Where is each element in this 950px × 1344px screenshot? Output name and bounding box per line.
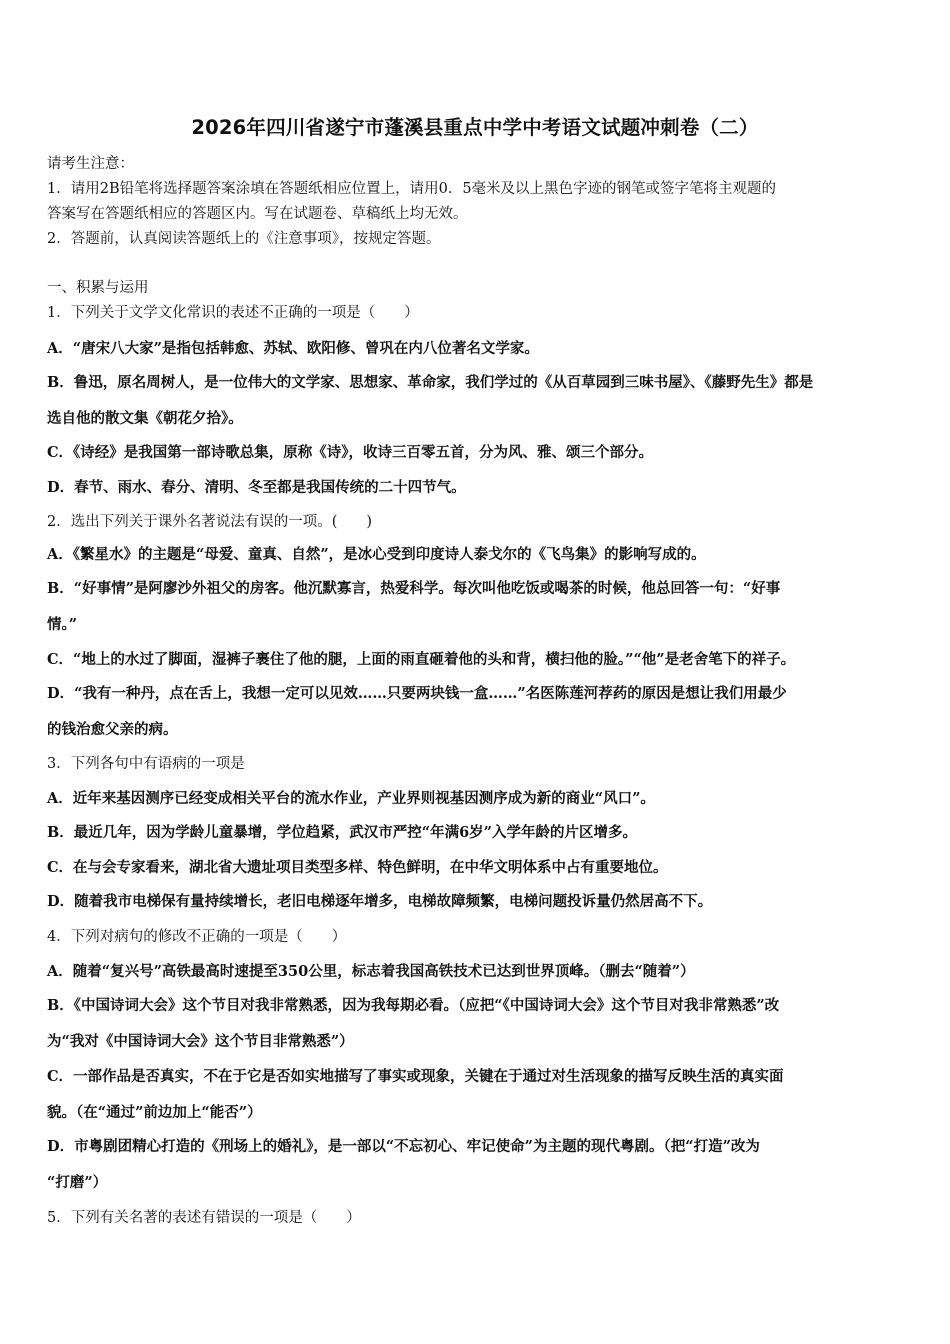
notice-heading: 请考生注意： <box>47 156 134 172</box>
question-2-option-c: C．“地上的水过了脚面，湿裤子裹住了他的腿，上面的雨直砸着他的头和背，横扫他的脸。”“他”是老舍笔下的祥子。 <box>47 651 796 668</box>
question-1-option-a: A．“唐宋八大家”是指包括韩愈、苏轼、欧阳修、曾巩在内八位著名文学家。 <box>47 340 539 357</box>
notice-item-1-line-2: 答案写在答题纸相应的答题区内。写在试题卷、草稿纸上均无效。 <box>47 206 468 222</box>
question-1-stem: 1．下列关于文学文化常识的表述不正确的一项是（ ） <box>47 305 419 321</box>
question-2-option-b-line-1: B．“好事情”是阿廖沙外祖父的房客。他沉默寡言，热爱科学。每次叫他吃饭或喝茶的时候，他总回答一句：“好事 <box>47 580 781 597</box>
question-3-stem: 3．下列各句中有语病的一项是 <box>47 756 245 772</box>
question-3-option-b: B．最近几年，因为学龄儿童暴增，学位趋紧，武汉市严控“年满6岁”入学年龄的片区增多。 <box>47 824 638 841</box>
page-title: 2026年四川省遂宁市蓬溪县重点中学中考语文试题冲刺卷（二） <box>191 116 759 139</box>
notice-item-2: 2．答题前，认真阅读答题纸上的《注意事项》，按规定答题。 <box>47 231 441 247</box>
question-4-option-c-line-2: 貌。（在“通过”前边加上“能否”） <box>47 1104 262 1121</box>
question-4-option-d-line-1: D．市粤剧团精心打造的《刑场上的婚礼》，是一部以“不忘初心、牢记使命”为主题的现代粤剧。（把“打造”改为 <box>47 1138 760 1155</box>
question-2-option-a: A．《繁星水》的主题是“母爱、童真、自然”，是冰心受到印度诗人泰戈尔的《飞鸟集》的影响写成的。 <box>47 546 706 563</box>
question-4-option-b-line-1: B．《中国诗词大会》这个节目对我非常熟悉，因为我每期必看。（应把“《中国诗词大会》这个节目对我非常熟悉”改 <box>47 997 780 1014</box>
question-1-option-d: D．春节、雨水、春分、清明、冬至都是我国传统的二十四节气。 <box>47 479 466 496</box>
question-2-option-d-line-1: D．“我有一种丹，点在舌上，我想一定可以见效……只要两块钱一盒……”名医陈莲河荐药的原因是想让我们用最少 <box>47 685 787 702</box>
question-2-option-b-line-2: 情。” <box>47 616 78 633</box>
question-5-stem: 5．下列有关名著的表述有错误的一项是（ ） <box>47 1210 361 1226</box>
question-3-option-c: C．在与会专家看来，湖北省大遗址项目类型多样、特色鲜明，在中华文明体系中占有重要地位。 <box>47 859 668 876</box>
question-2-option-d-line-2: 的钱治愈父亲的病。 <box>47 721 178 738</box>
question-1-option-b-line-2: 选自他的散文集《朝花夕拾》。 <box>47 410 243 427</box>
question-1-option-c: C．《诗经》是我国第一部诗歌总集，原称《诗》，收诗三百零五首，分为风、雅、颂三个部分。 <box>47 444 654 461</box>
question-4-option-a: A．随着“复兴号”高铁最高时速提至350公里，标志着我国高铁技术已达到世界顶峰。（删去“随着”） <box>47 963 695 980</box>
question-2-stem: 2．选出下列关于课外名著说法有误的一项。( ) <box>47 514 373 530</box>
question-4-option-b-line-2: 为“我对《中国诗词大会》这个节目非常熟悉”） <box>47 1033 354 1050</box>
question-3-option-d: D．随着我市电梯保有量持续增长，老旧电梯逐年增多，电梯故障频繁，电梯问题投诉量仍然居高不下。 <box>47 893 713 910</box>
question-3-option-a: A．近年来基因测序已经变成相关平台的流水作业，产业界则视基因测序成为新的商业“风口”。 <box>47 790 655 807</box>
question-4-stem: 4．下列对病句的修改不正确的一项是（ ） <box>47 929 347 945</box>
question-4-option-c-line-1: C．一部作品是否真实，不在于它是否如实地描写了事实或现象，关键在于通过对生活现象的描写反映生活的真实面 <box>47 1068 784 1085</box>
question-4-option-d-line-2: “打磨”） <box>47 1174 108 1191</box>
question-1-option-b-line-1: B．鲁迅，原名周树人，是一位伟大的文学家、思想家、革命家，我们学过的《从百草园到三味书屋》、《藤野先生》都是 <box>47 374 814 391</box>
section-heading: 一、积累与运用 <box>47 280 149 296</box>
notice-item-1-line-1: 1．请用2B铅笔将选择题答案涂填在答题纸相应位置上，请用0．5毫米及以上黑色字迹的钢笔或签字笔将主观题的 <box>47 181 777 197</box>
